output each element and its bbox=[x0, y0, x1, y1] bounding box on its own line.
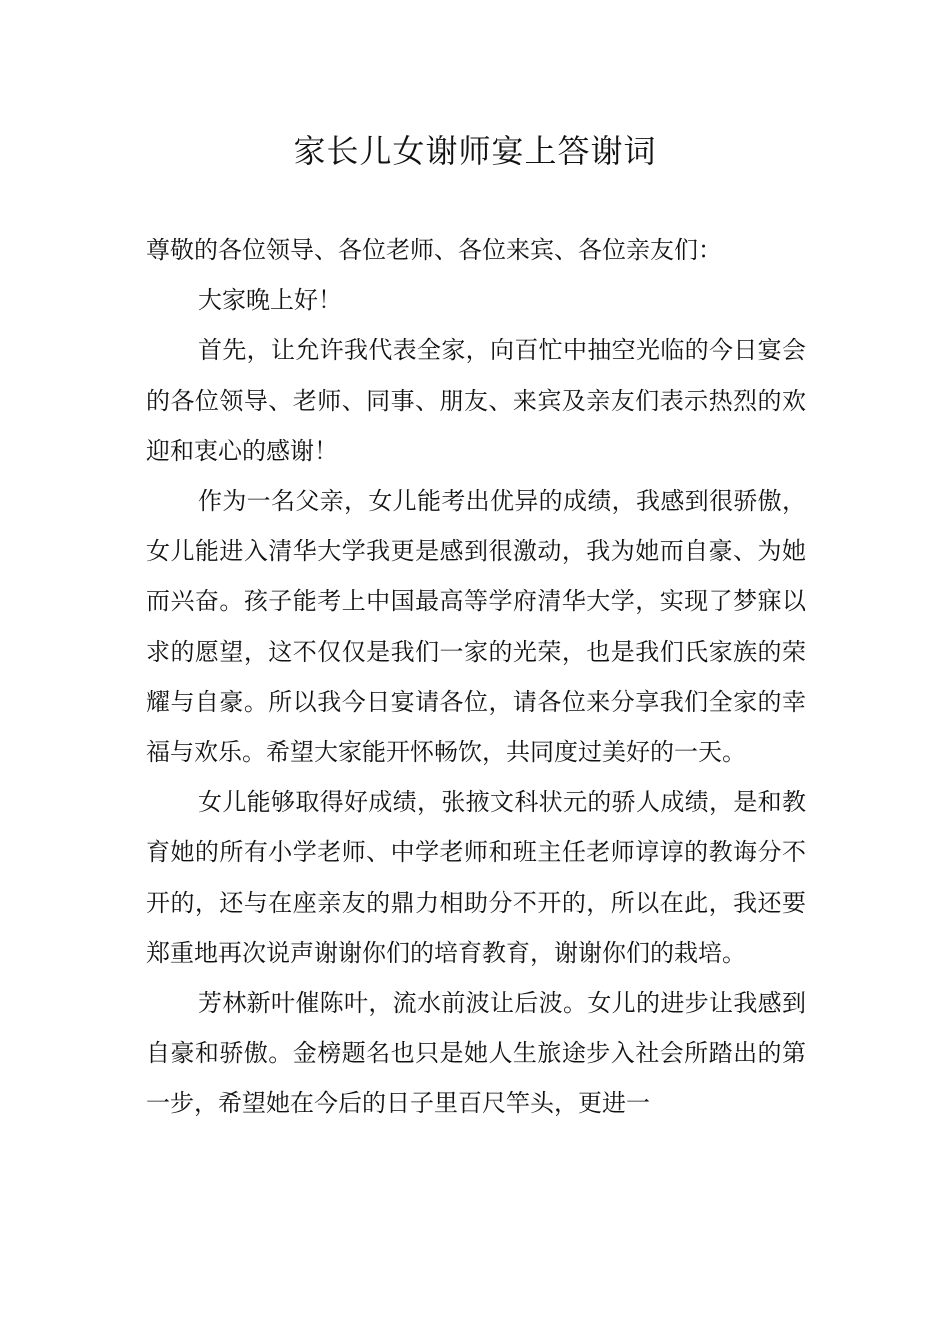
document-body bbox=[146, 225, 806, 1129]
paragraph-salutation: 尊敬的各位领导、各位老师、各位来宾、各位亲友们： bbox=[146, 236, 722, 264]
paragraph-welcome: 首先，让允许我代表全家，向百忙中抽空光临的今日宴会的各位领导、老师、同事、朋友、来宾及亲友们表示热烈的欢迎和衷心的感谢！ bbox=[146, 336, 806, 465]
paragraph-greeting: 大家晚上好！ bbox=[198, 286, 342, 315]
document-title: 家长儿女谢师宴上答谢词 bbox=[293, 132, 657, 170]
paragraph-thanks-teachers: 女儿能够取得好成绩，张掖文科状元的骄人成绩，是和教育她的所有小学老师、中学老师和班主任老师谆谆的教诲分不开的，还与在座亲友的鼎力相助分不开的，所以在此，我还要郑重地再次说声谢谢你们的培育教育，谢谢你们的栽培。 bbox=[146, 788, 806, 967]
paragraph-future: 芳林新叶催陈叶，流水前波让后波。女儿的进步让我感到自豪和骄傲。金榜题名也只是她人生旅途步入社会所踏出的第一步，希望她在今后的日子里百尺竿头，更进一 bbox=[146, 989, 806, 1118]
paragraph-pride: 作为一名父亲，女儿能考出优异的成绩，我感到很骄傲，女儿能进入清华大学我更是感到很激动，我为她而自豪、为她而兴奋。孩子能考上中国最高等学府清华大学，实现了梦寐以求的愿望，这不仅仅是我们一家的光荣，也是我们氏家族的荣耀与自豪。所以我今日宴请各位，请各位来分享我们全家的幸福与欢乐。希望大家能开怀畅饮，共同度过美好的一天。 bbox=[146, 487, 806, 767]
